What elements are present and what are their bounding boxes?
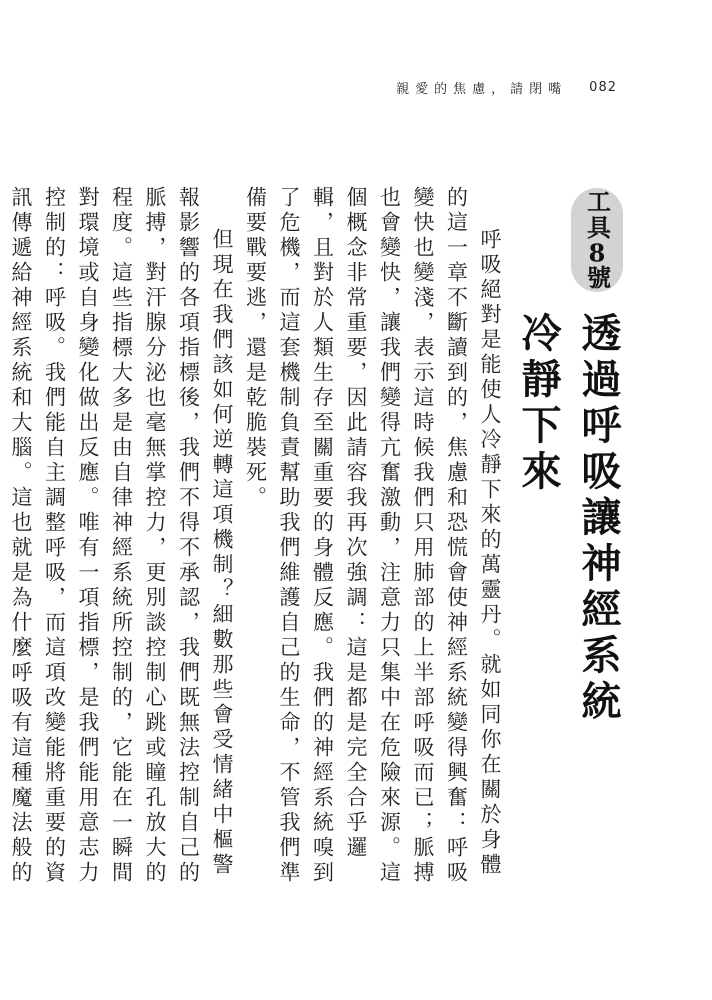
tool-badge-number: 8 bbox=[588, 241, 606, 265]
body-paragraph-2: 但現在我們該如何逆轉這項機制？細數那些會受情緒中樞警報影響的各項指標後，我們不得不承認，我們既無法控制自己的脈搏，對汗腺分泌也毫無掌控力，更別談控制心跳或瞳孔放大的程度。這些指標大多是由自律神經系統所控制的，它能在一瞬間對環境或自身變化做出反應。唯有一項指標，是我們能用意志力控制的：呼吸。我們能自主調整呼吸，而這項改變能將重要的資訊傳遞給神經系統和大腦。這也就是為什麼呼吸有這種魔法般的 bbox=[9, 186, 234, 886]
page-number: 082 bbox=[589, 80, 617, 95]
chapter-title: 透過呼吸讓神經系統冷靜下來 bbox=[515, 312, 622, 726]
tool-badge bbox=[571, 188, 623, 292]
body-text bbox=[9, 186, 506, 894]
running-head bbox=[396, 78, 617, 97]
running-head-book-title: 親愛的焦慮，請閉嘴 bbox=[396, 82, 568, 97]
tool-badge-prefix: 工具 bbox=[582, 189, 612, 241]
body-paragraph-1: 呼吸絕對是能使人冷靜下來的萬靈丹。就如同你在關於身體的這一章不斷讀到的，焦慮和恐慌會使神經系統變得興奮：呼吸變快也變淺，表示這時候我們只用肺部的上半部呼吸而已；脈搏也會變快，讓我們變得亢奮激動，注意力只集中在危險來源。這個概念非常重要，因此請容我再次強調：這是都是完全合乎邏輯，且對於人類生存至關重要的身體反應。我們的神經系統嗅到了危機，而這套機制負責幫助我們維護自己的生命，不管我們準備要戰要逃，還是乾脆裝死。 bbox=[243, 186, 502, 886]
tool-badge-suffix: 號 bbox=[582, 265, 612, 291]
